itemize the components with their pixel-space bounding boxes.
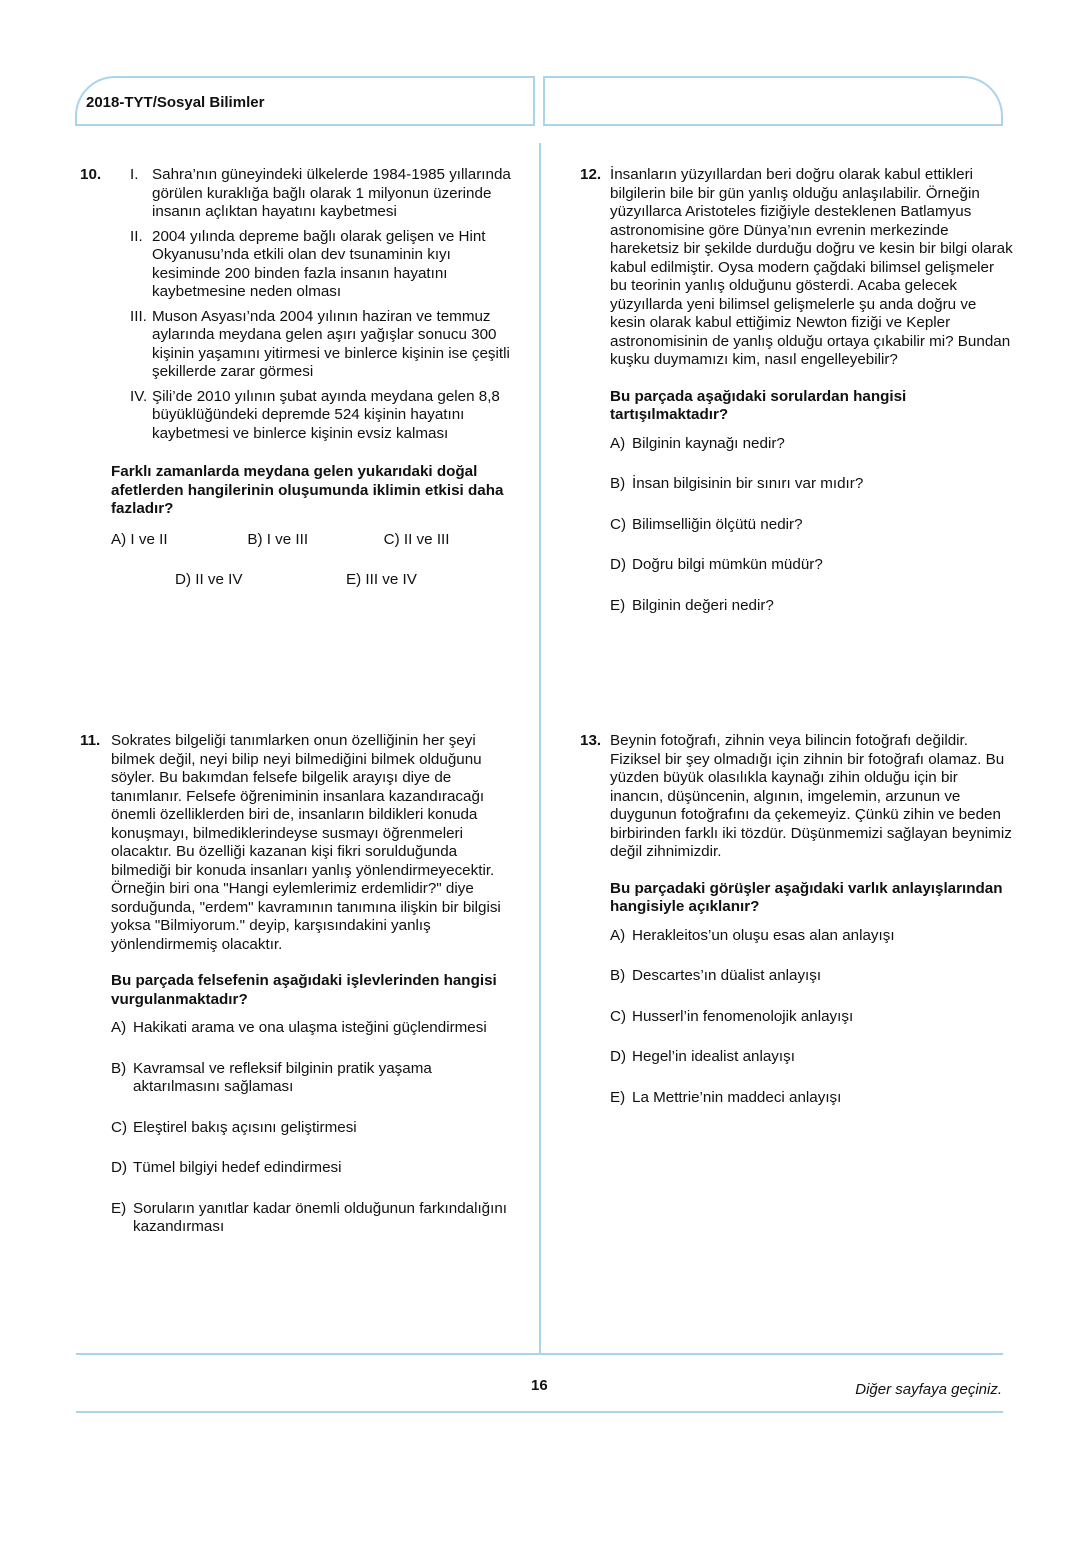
option-c[interactable]	[610, 516, 1015, 535]
option-d[interactable]	[610, 556, 1015, 575]
option-letter: D)	[610, 556, 627, 573]
option-letter: D)	[610, 1048, 627, 1065]
option-text: Descartes’ın düalist anlayışı	[632, 967, 822, 984]
option-letter: E)	[111, 1199, 127, 1217]
option-e[interactable]: E) III ve IV	[346, 571, 417, 588]
passage: Sokrates bilgeliği tanımlarken onun özelliğinin her şeyi bilmek değil, neyi bilip neyi bilmediğini bilmek olduğunu söyler. Bu bakımdan felsefe bilgelik arayışı diye de tanımlanır. Felsefe öğreniminin insanlara kazandıracağı önemli özelliklerden biri de, insanların bildikleri konuda konuşmayı, bilmediklerindeyse susmayı öğrenmeleri olacaktır. Bu özelliği kazanan kişi fikri sorulduğunda bilmediği bir konuda insanları yanlış yönlendirmeyecektir. Örneğin biri ona "Hangi eylemlerimiz erdemlidir?" diye sorduğunda, "erdem" kavramının tanımına ilişkin bir bilgisi yoksa "Bilmiyorum." deyip, karşısındakini yanlış yönlendirmemiş olacaktır.	[111, 732, 501, 953]
item-text: Şili’de 2010 yılının şubat ayında meydana gelen 8,8 büyüklüğündeki depremde 524 kişinin hayatını kaybetmesi ve binlerce kişinin evsiz kalması	[152, 387, 500, 442]
column-divider	[539, 143, 541, 1353]
question-stem: Farklı zamanlarda meydana gelen yukarıdaki doğal afetlerden hangilerinin oluşumunda iklimin etkisi daha fazladır?	[111, 463, 504, 517]
option-letter: B)	[610, 475, 626, 492]
option-letter: D)	[111, 1159, 128, 1176]
question-number: 12.	[580, 166, 602, 183]
option-c[interactable]: C) II ve III	[383, 530, 450, 548]
page-title: 2018-TYT/Sosyal Bilimler	[86, 94, 265, 111]
option-c[interactable]	[610, 1008, 1015, 1027]
option-letter: B)	[610, 967, 626, 984]
option-text: Hakikati arama ve ona ulaşma isteğini güçlendirmesi	[133, 1019, 487, 1036]
option-c[interactable]	[111, 1119, 520, 1138]
question-12	[580, 166, 1015, 615]
option-b[interactable]: B) I ve III	[247, 530, 309, 548]
item-text: 2004 yılında depreme bağlı olarak gelişen ve Hint Okyanusu’nda etkili olan dev tsunaminin kıyı kesiminde 200 binden fazla insanın hayatını kaybetmesine neden olması	[152, 227, 486, 300]
option-text: Bilimselliğin ölçütü nedir?	[632, 515, 803, 533]
option-text: Husserl’in fenomenolojik anlayışı	[632, 1007, 854, 1025]
question-10	[80, 166, 520, 590]
item-text: Sahra’nın güneyindeki ülkelerde 1984-1985 yıllarında görülen kuraklığa bağlı olarak 1 milyonun üzerinde insanın açlıktan hayatını kaybetmesi	[152, 166, 511, 220]
item-text: Muson Asyası’nda 2004 yılının haziran ve temmuz aylarında meydana gelen aşırı yağışlar sonucu 300 kişinin yaşamını yitirmesi ve binlerce kişinin ise çeşitli şekillerde zarar görmesi	[152, 307, 510, 380]
option-letter: C)	[610, 1007, 627, 1025]
option-letter: E)	[610, 1088, 626, 1106]
passage: İnsanların yüzyıllardan beri doğru olarak kabul ettikleri bilgilerin bile bir gün yanlış olduğu anlaşılabilir. Örneğin yüzyıllarca Aristoteles fiziğiyle desteklenen Batlamyus astronomisine göre Dünya’nın evrenin merkezinde hareketsiz bir şekilde durduğu doğru ve kesin bir bilgi olarak kabul edilmiştir. Oysa modern çağdaki bilimsel gelişmeler bu teorinin yanlış olduğunu gösterdi. Acaba gelecek yüzyıllarda yeni bilimsel gelişmelerle şu anda doğru ve kesin olarak kabul ettiğimiz Newton fiziği ve Kepler astronomisinin de yanlış olduğu ortaya çıkabilir mi? Bundan kuşku duymamızı kim, nasıl engelleyebilir?	[610, 166, 1013, 368]
option-text: Eleştirel bakış açısını geliştirmesi	[133, 1118, 357, 1136]
option-text: Soruların yanıtlar kadar önemli olduğunun farkındalığını kazandırması	[133, 1199, 508, 1235]
option-text: Bilginin değeri nedir?	[632, 596, 774, 614]
option-d[interactable]	[610, 1048, 1015, 1067]
option-b[interactable]	[610, 967, 1015, 986]
option-letter: A)	[610, 926, 626, 944]
option-a[interactable]	[610, 435, 1015, 454]
option-e[interactable]	[610, 1089, 1015, 1108]
roman-numeral: IV.	[130, 387, 148, 405]
question-stem: Bu parçada felsefenin aşağıdaki işlevlerinden hangisi vurgulanmaktadır?	[111, 972, 497, 1008]
option-e[interactable]	[610, 597, 1015, 616]
option-text: Hegel’in idealist anlayışı	[632, 1048, 795, 1065]
question-number: 10.	[80, 166, 102, 183]
roman-item-2	[130, 228, 520, 302]
option-d[interactable]	[111, 1159, 520, 1178]
option-text: Doğru bilgi mümkün müdür?	[632, 556, 823, 573]
option-letter: E)	[610, 596, 626, 614]
question-number: 11.	[80, 732, 101, 749]
question-stem: Bu parçadaki görüşler aşağıdaki varlık anlayışlarından hangisiyle açıklanır?	[610, 879, 1003, 915]
footer-bottom-rule	[76, 1411, 1003, 1413]
option-d[interactable]: D) II ve IV	[175, 571, 243, 588]
option-b[interactable]	[111, 1060, 520, 1097]
question-11	[80, 732, 520, 1237]
roman-item-1	[130, 166, 520, 222]
option-text: La Mettrie’nin maddeci anlayışı	[632, 1088, 842, 1106]
option-e[interactable]	[111, 1200, 520, 1237]
option-letter: C)	[111, 1118, 128, 1136]
option-a[interactable]	[111, 1019, 520, 1038]
option-letter: A)	[111, 1019, 127, 1036]
option-a[interactable]: A) I ve II	[111, 530, 168, 548]
roman-numeral: II.	[130, 227, 143, 245]
question-number: 13.	[580, 732, 602, 749]
header-right-frame	[543, 76, 1003, 126]
option-letter: B)	[111, 1059, 127, 1077]
page-number: 16	[531, 1377, 548, 1394]
footer-top-rule	[76, 1353, 1003, 1355]
roman-numeral: I.	[130, 166, 139, 183]
option-letter: C)	[610, 515, 627, 533]
question-stem: Bu parçada aşağıdaki sorulardan hangisi tartışılmaktadır?	[610, 387, 907, 423]
option-text: İnsan bilgisinin bir sınırı var mıdır?	[632, 475, 864, 492]
option-text: Tümel bilgiyi hedef edindirmesi	[133, 1159, 342, 1176]
option-b[interactable]	[610, 475, 1015, 494]
option-text: Bilginin kaynağı nedir?	[632, 434, 785, 452]
option-letter: A)	[610, 434, 626, 452]
option-a[interactable]	[610, 927, 1015, 946]
next-page-note: Diğer sayfaya geçiniz.	[855, 1381, 1002, 1398]
roman-numeral: III.	[130, 307, 147, 325]
roman-item-3	[130, 308, 520, 382]
passage: Beynin fotoğrafı, zihnin veya bilincin fotoğrafı değildir. Fiziksel bir şey olmadığı için zihnin bir fotoğrafı olamaz. Bu yüzden büyük olasılıkla kaynağı zihin olduğu için bir inancın, düşüncenin, algının, imgelemin, arzunun ve duygunun fotoğrafını da çekemeyiz. Çünkü zihin ve beden birbirinden farklı iki tözdür. Düşünmemizi sağlayan beynimiz değil zihnimizdir.	[610, 732, 1012, 860]
question-13	[580, 732, 1015, 1107]
roman-item-4	[130, 388, 520, 444]
option-text: Kavramsal ve refleksif bilginin pratik yaşama aktarılmasını sağlaması	[133, 1059, 432, 1095]
option-text: Herakleitos’un oluşu esas alan anlayışı	[632, 926, 895, 944]
